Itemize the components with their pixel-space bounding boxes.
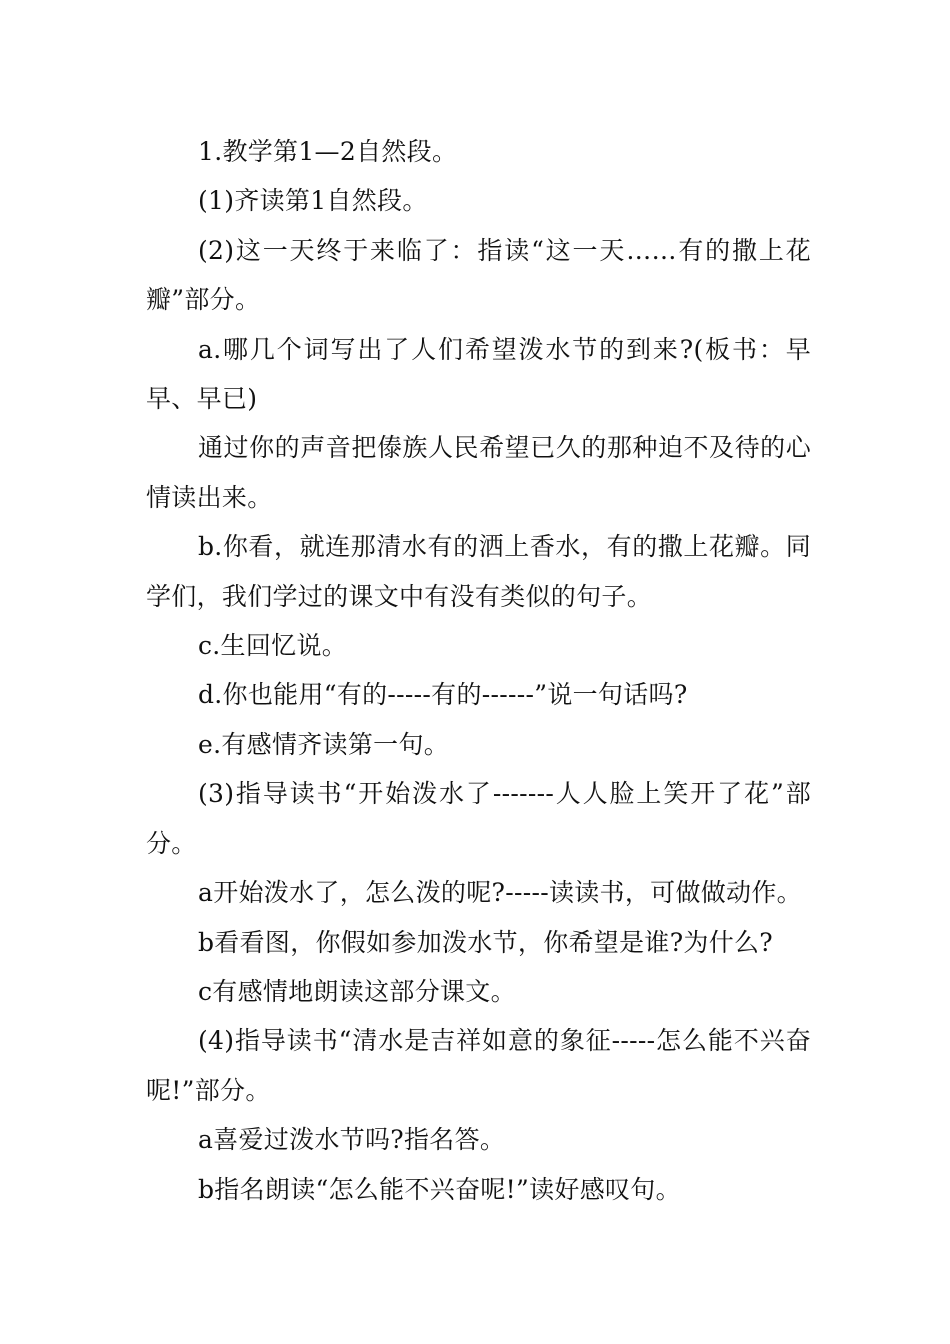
paragraph-step-2a: a.哪几个词写出了人们希望泼水节的到来?(板书：早早、早已): [146, 334, 811, 414]
paragraph-step-3a: a开始泼水了，怎么泼的呢?-----读读书，可做做动作。: [198, 878, 802, 908]
paragraph-step-2: (2)这一天终于来临了：指读“这一天……有的撒上花瓣”部分。: [146, 235, 811, 315]
paragraph-step-4: (4)指导读书“清水是吉祥如意的象征-----怎么能不兴奋呢!”部分。: [146, 1026, 811, 1105]
paragraph-step-3c: c有感情地朗读这部分课文。: [198, 976, 516, 1006]
paragraph-step-1: (1)齐读第1自然段。: [198, 186, 428, 216]
paragraph-step-4b: b指名朗读“怎么能不兴奋呢!”读好感叹句。: [198, 1174, 681, 1204]
paragraph-step-2a-note: 通过你的声音把傣族人民希望已久的那种迫不及待的心情读出来。: [146, 433, 811, 512]
paragraph-step-4a: a喜爱过泼水节吗?指名答。: [198, 1125, 506, 1155]
paragraph-step-3: (3)指导读书“开始泼水了-------人人脸上笑开了花”部分。: [146, 779, 811, 858]
document-body: [146, 127, 811, 1214]
paragraph-step-2b: b.你看，就连那清水有的洒上香水，有的撒上花瓣。同学们，我们学过的课文中有没有类似的句子。: [146, 532, 811, 611]
paragraph-step-2c: c.生回忆说。: [198, 631, 348, 661]
paragraph-step-2e: e.有感情齐读第一句。: [198, 729, 450, 759]
paragraph-step-3b: b看看图，你假如参加泼水节，你希望是谁?为什么?: [198, 927, 774, 957]
paragraph-step-2d: d.你也能用“有的-----有的------”说一句话吗?: [198, 680, 688, 710]
paragraph-section-1: 1.教学第1—2自然段。: [198, 137, 458, 166]
